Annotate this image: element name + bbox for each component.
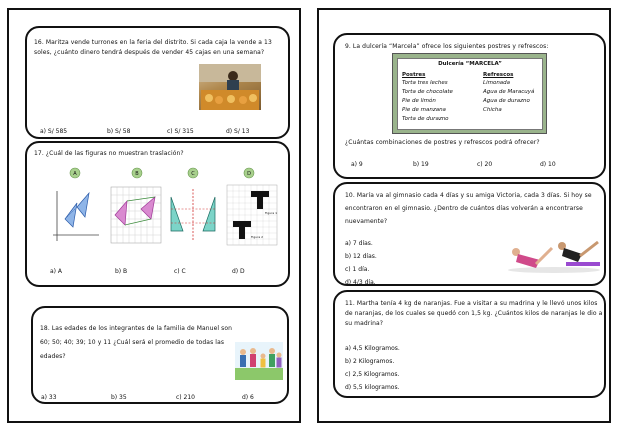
q10-option-d[interactable]: d) 4/3 día. [345,279,376,286]
refrescos-header: Refrescos [483,72,514,78]
menu-board [392,53,547,134]
left-page [7,8,301,423]
figure-d-caption-2: Figura 2 [251,235,264,239]
question-10-text: 10. María va al gimnasio cada 4 días y su amiga Victoria, cada 3 días. Si hoy se encontraron en el gimnasio. ¿Dentro de cuántos días volverán a encontrarse nuevamente? [345,192,592,225]
postre-item: Torta tres leches [402,80,448,86]
vendor-illustration [199,64,261,110]
refresco-item: Chicha [483,107,502,113]
q17-option-b[interactable]: b) B [115,268,128,275]
question-17-card [25,141,290,287]
postre-item: Pie de manzana [402,107,446,113]
q18-option-d[interactable]: d) 6 [242,394,254,401]
postre-item: Torta de durazno [402,116,449,122]
question-9-text: 9. La dulcería “Marcela” ofrece los siguientes postres y refrescos: [345,43,549,50]
q18-option-b[interactable]: b) 35 [111,394,127,401]
figure-c [167,167,219,245]
question-18-text: 18. Las edades de los integrantes de la familia de Manuel son 60; 50; 40; 39; 10 y 11 ¿Cuál será el promedio de todas las edades? [40,325,233,360]
q11-option-d[interactable]: d) 5,5 kilogramos. [345,384,400,391]
q9-option-a[interactable]: a) 9 [351,161,363,168]
menu-title: Dulcería “MARCELA” [438,61,502,67]
q9-option-b[interactable]: b) 19 [413,161,429,168]
question-11-text: 11. Martha tenía 4 kg de naranjas. Fue a visitar a su madrina y le llevó unos kilos de naranjas, de los cuales se quedó con 1,5 kg. ¿Cuántos kilos de naranjas le dio a su madrina? [345,300,603,327]
right-page [317,8,611,423]
q17-option-c[interactable]: c) C [174,268,186,275]
question-10-card [333,182,606,286]
question-9-card [333,33,606,179]
family-illustration [235,342,283,380]
vendor-photo [199,64,261,110]
figure-b-badge: B [135,171,139,177]
gym-photo [506,228,602,274]
q17-option-a[interactable]: a) A [50,268,63,275]
q10-option-a[interactable]: a) 7 días. [345,240,373,247]
q18-option-c[interactable]: c) 210 [176,394,195,401]
q11-option-a[interactable]: a) 4,5 Kilogramos. [345,345,400,352]
postre-item: Pie de limón [402,98,436,104]
figure-a [51,167,103,245]
q10-option-c[interactable]: c) 1 día. [345,266,370,273]
family-photo [235,342,283,380]
q16-option-d[interactable]: d) S/ 13 [226,128,250,135]
q9-option-d[interactable]: d) 10 [540,161,556,168]
q18-option-a[interactable]: a) 33 [41,394,57,401]
q11-option-c[interactable]: c) 2,5 Kilogramos. [345,371,400,378]
question-9-prompt: ¿Cuántas combinaciones de postres y refrescos podrá ofrecer? [345,139,540,146]
postres-header: Postres [402,72,426,78]
figure-d-caption-1: Figura 1 [265,211,278,215]
figure-a-badge: A [73,171,77,177]
question-17-text: 17. ¿Cuál de las figuras no muestran traslación? [34,150,184,157]
figure-d [225,167,281,247]
q16-option-b[interactable]: b) S/ 58 [107,128,131,135]
menu-inner [397,58,543,130]
refresco-item: Agua de Maracuyá [483,89,535,95]
gym-illustration [506,228,602,274]
figure-d-badge: D [247,171,251,177]
q16-option-a[interactable]: a) S/ 585 [40,128,68,135]
question-16-card [25,26,290,139]
q16-option-c[interactable]: c) S/ 315 [167,128,194,135]
refresco-item: Agua de durazno [483,98,530,104]
q11-option-b[interactable]: b) 2 Kilogramos. [345,358,395,365]
figure-b [109,167,163,245]
question-18-card [31,306,289,404]
q9-option-c[interactable]: c) 20 [477,161,493,168]
figure-c-badge: C [191,171,195,177]
postre-item: Torta de chocolate [402,89,453,95]
q17-option-d[interactable]: d) D [232,268,245,275]
question-11-card [333,290,606,398]
question-16-text: 16. Maritza vende turrones en la feria del distrito. Si cada caja la vende a 13 soles, ¿cuánto dinero tendrá después de vender 45 cajas en una semana? [34,39,272,56]
refresco-item: Limonada [483,80,511,86]
q10-option-b[interactable]: b) 12 días. [345,253,377,260]
